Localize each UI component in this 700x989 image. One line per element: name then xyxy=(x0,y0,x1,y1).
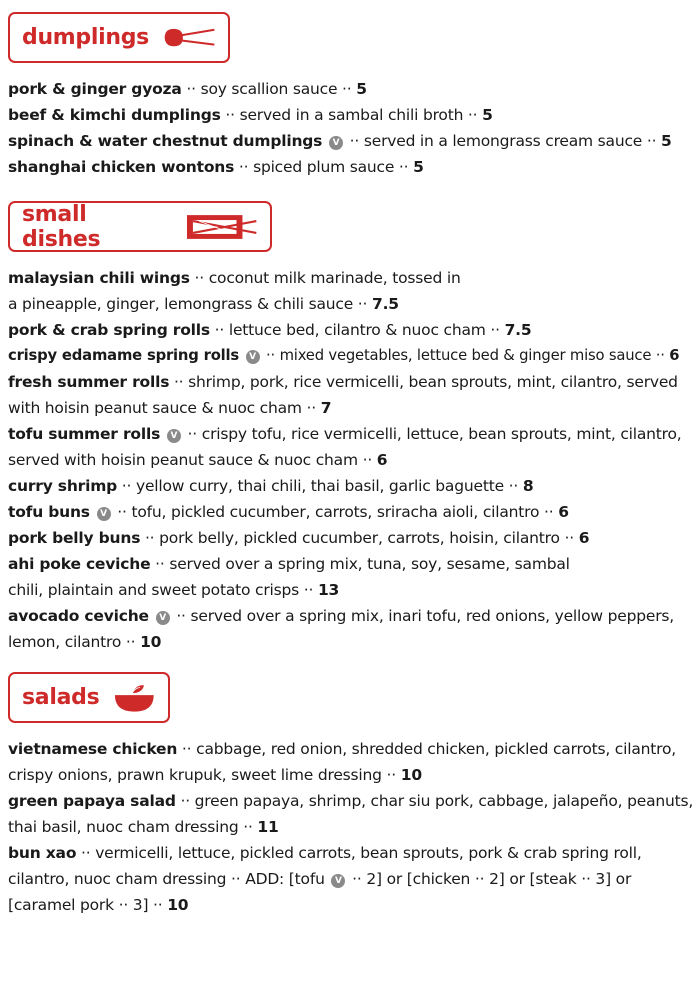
item-description: vermicelli, lettuce, pickled carrots, bean sprouts, pork & crab spring roll, cilantro, nuoc cham dressing ·· ADD: [tofu xyxy=(8,844,642,888)
item-price: 5 xyxy=(482,106,493,124)
item-price: 13 xyxy=(317,581,340,599)
item-description: coconut milk marinade, tossed in a pineapple, ginger, lemongrass & chili sauce xyxy=(8,269,461,313)
section-small-dishes xyxy=(8,201,694,655)
menu-item: tofu summer rolls V ·· crispy tofu, rice vermicelli, lettuce, bean sprouts, mint, cilantro, served with hoisin peanut sauce & nuoc cham ·· 6 xyxy=(8,425,682,469)
vegetarian-badge-icon: V xyxy=(167,429,181,443)
menu-item: green papaya salad ·· green papaya, shrimp, char siu pork, cabbage, jalapeño, peanuts, thai basil, nuoc cham dressing ·· 11 xyxy=(8,792,694,836)
menu-item: shanghai chicken wontons ·· spiced plum sauce ·· 5 xyxy=(8,158,424,176)
item-description: cabbage, red onion, shredded chicken, pickled carrots, cilantro, crispy onions, prawn krupuk, sweet lime dressing xyxy=(8,740,676,784)
item-description: lettuce bed, cilantro & nuoc cham xyxy=(228,321,486,339)
section-title: dumplings xyxy=(22,25,149,50)
menu-item: pork & ginger gyoza ·· soy scallion sauce ·· 5 xyxy=(8,80,367,98)
menu-item: pork & crab spring rolls ·· lettuce bed, cilantro & nuoc cham ·· 7.5 xyxy=(8,321,532,339)
section-header xyxy=(8,672,170,723)
item-name: shanghai chicken wontons xyxy=(8,158,235,176)
item-price: 5 xyxy=(661,132,672,150)
menu-item: beef & kimchi dumplings ·· served in a sambal chili broth ·· 5 xyxy=(8,106,493,124)
item-price: 11 xyxy=(257,818,279,836)
item-name: spinach & water chestnut dumplings xyxy=(8,132,323,150)
item-description: soy scallion sauce xyxy=(200,80,338,98)
item-price: 7.5 xyxy=(504,321,532,339)
item-price: 7.5 xyxy=(372,295,399,313)
menu-item: ahi poke ceviche ·· served over a spring mix, tuna, soy, sesame, sambal chili, plaintain and sweet potato crisps ·· 13 xyxy=(8,555,570,599)
menu-item-list xyxy=(8,736,694,918)
item-price: 6 xyxy=(558,503,569,521)
item-name: beef & kimchi dumplings xyxy=(8,106,221,124)
section-header xyxy=(8,12,230,63)
item-price: 6 xyxy=(669,347,680,364)
menu-item: pork belly buns ·· pork belly, pickled cucumber, carrots, hoisin, cilantro ·· 6 xyxy=(8,529,590,547)
section-dumplings xyxy=(8,12,694,180)
section-title: small dishes xyxy=(22,201,101,252)
menu-item: curry shrimp ·· yellow curry, thai chili, thai basil, garlic baguette ·· 8 xyxy=(8,477,534,495)
menu-item: malaysian chili wings ·· coconut milk marinade, tossed in a pineapple, ginger, lemongrass & chili sauce ·· 7.5 xyxy=(8,269,461,313)
item-name: avocado ceviche xyxy=(8,607,149,625)
menu-item: vietnamese chicken ·· cabbage, red onion, shredded chicken, pickled carrots, cilantro, crispy onions, prawn krupuk, sweet lime dressing ·· 10 xyxy=(8,740,676,784)
item-name: fresh summer rolls xyxy=(8,373,170,391)
item-price: 10 xyxy=(167,896,189,914)
item-price: 10 xyxy=(400,766,422,784)
item-name: vietnamese chicken xyxy=(8,740,178,758)
menu-item: tofu buns V ·· tofu, pickled cucumber, carrots, sriracha aioli, cilantro ·· 6 xyxy=(8,503,569,521)
item-description: served in a lemongrass cream sauce xyxy=(363,132,643,150)
item-price: 8 xyxy=(522,477,534,495)
item-description: yellow curry, thai chili, thai basil, garlic baguette xyxy=(136,477,504,495)
chopsticks-plate-icon xyxy=(185,213,258,241)
vegetarian-badge-icon: V xyxy=(329,136,343,150)
item-name: crispy edamame spring rolls xyxy=(8,347,240,364)
item-name: pork belly buns xyxy=(8,529,141,547)
section-title: salads xyxy=(22,685,100,710)
menu-item-list xyxy=(8,265,694,655)
item-description: pork belly, pickled cucumber, carrots, hoisin, cilantro xyxy=(159,529,560,547)
item-description: spiced plum sauce xyxy=(253,158,395,176)
item-name: tofu summer rolls xyxy=(8,425,161,443)
item-description: tofu, pickled cucumber, carrots, sriracha aioli, cilantro xyxy=(131,503,540,521)
chopsticks-dumpling-icon xyxy=(163,24,216,52)
vegetarian-badge-icon: V xyxy=(331,874,345,888)
item-price: 10 xyxy=(140,633,162,651)
menu-item-list xyxy=(8,76,694,180)
menu-item: bun xao ·· vermicelli, lettuce, pickled carrots, bean sprouts, pork & crab spring roll, cilantro, nuoc cham dressing ·· ADD: [tofu V ·· 2] or [chicken ·· 2] or [steak ·· 3] or [caramel pork ·· 3] ·· 10 xyxy=(8,844,642,914)
item-name: ahi poke ceviche xyxy=(8,555,151,573)
item-description-addons: ·· 2] or [chicken ·· 2] or [steak ·· 3] or [caramel pork ·· 3] xyxy=(8,870,632,914)
vegetarian-badge-icon: V xyxy=(97,507,111,521)
menu-item: crispy edamame spring rolls V ·· mixed vegetables, lettuce bed & ginger miso sauce ·· 6 xyxy=(8,347,680,364)
item-name: curry shrimp xyxy=(8,477,118,495)
item-name: pork & crab spring rolls xyxy=(8,321,210,339)
item-description: shrimp, pork, rice vermicelli, bean sprouts, mint, cilantro, served with hoisin peanut sauce & nuoc cham xyxy=(8,373,678,417)
item-description: served over a spring mix, inari tofu, red onions, yellow peppers, lemon, cilantro xyxy=(8,607,674,651)
menu-item: spinach & water chestnut dumplings V ·· served in a lemongrass cream sauce ·· 5 xyxy=(8,132,672,150)
item-price: 7 xyxy=(320,399,332,417)
menu-item: fresh summer rolls ·· shrimp, pork, rice vermicelli, bean sprouts, mint, cilantro, served with hoisin peanut sauce & nuoc cham ·· 7 xyxy=(8,373,678,417)
vegetarian-badge-icon: V xyxy=(246,350,260,364)
bowl-icon xyxy=(113,682,156,714)
item-name: bun xao xyxy=(8,844,77,862)
item-price: 6 xyxy=(376,451,388,469)
item-name: pork & ginger gyoza xyxy=(8,80,182,98)
item-name: malaysian chili wings xyxy=(8,269,190,287)
item-price: 5 xyxy=(413,158,424,176)
item-description: mixed vegetables, lettuce bed & ginger miso sauce xyxy=(279,347,652,364)
item-description: crispy tofu, rice vermicelli, lettuce, bean sprouts, mint, cilantro, served with hoisin peanut sauce & nuoc cham xyxy=(8,425,682,469)
vegetarian-badge-icon: V xyxy=(156,611,170,625)
section-salads xyxy=(8,672,694,918)
item-description: served in a sambal chili broth xyxy=(239,106,464,124)
section-header xyxy=(8,201,272,252)
item-description: served over a spring mix, tuna, soy, sesame, sambal chili, plaintain and sweet potato crisps xyxy=(8,555,570,599)
item-name: tofu buns xyxy=(8,503,90,521)
item-description: green papaya, shrimp, char siu pork, cabbage, jalapeño, peanuts, thai basil, nuoc cham dressing xyxy=(8,792,694,836)
item-price: 6 xyxy=(578,529,590,547)
menu-item: avocado ceviche V ·· served over a spring mix, inari tofu, red onions, yellow peppers, lemon, cilantro ·· 10 xyxy=(8,607,674,651)
item-name: green papaya salad xyxy=(8,792,176,810)
item-price: 5 xyxy=(356,80,367,98)
